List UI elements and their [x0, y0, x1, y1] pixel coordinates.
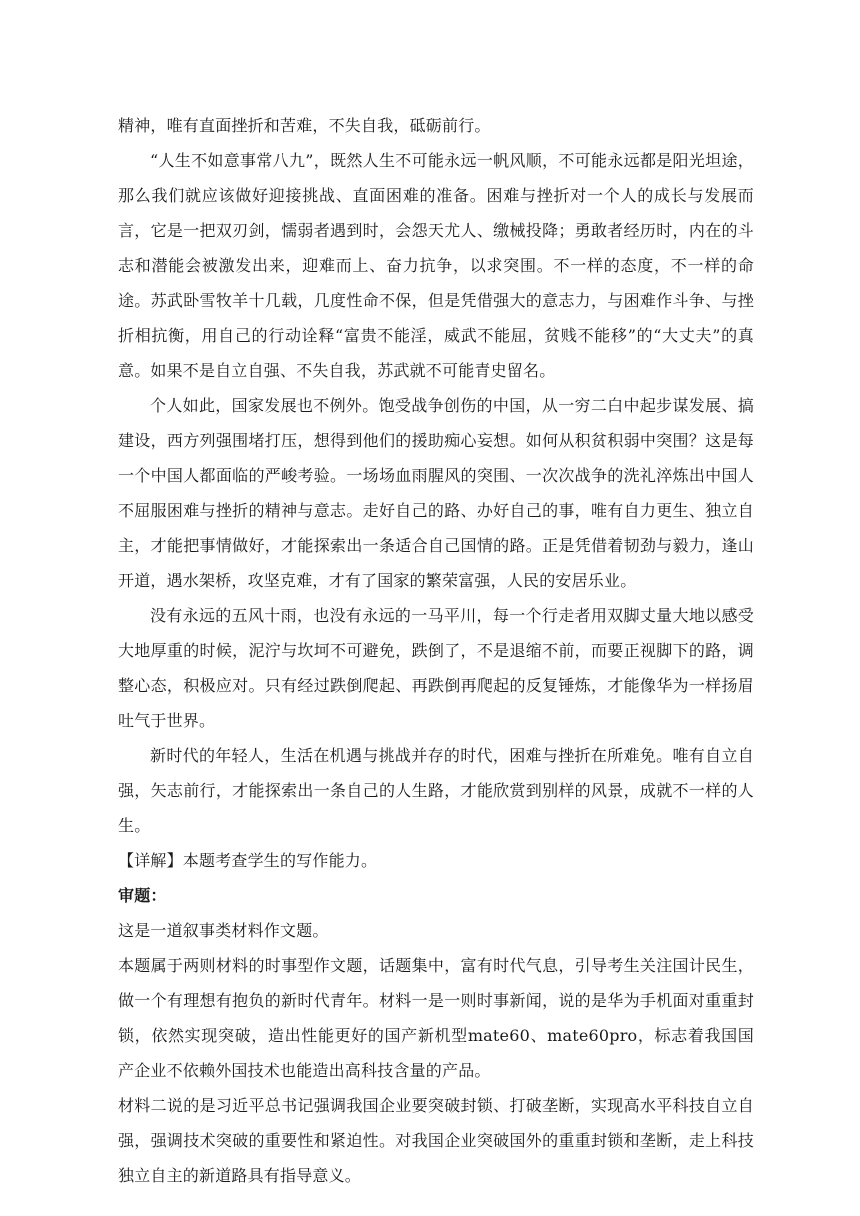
- section-heading-review: 审题：: [118, 886, 167, 905]
- paragraph-youth: 新时代的年轻人，生活在机遇与挑战并存的时代，困难与挫折在所难免。唯有自立自强，矢志前行，才能探索出一条自己的人生路，才能欣赏到别样的风景，成就不一样的人生。: [118, 746, 754, 835]
- paragraph-nation: 个人如此，国家发展也不例外。饱受战争创伤的中国，从一穷二白中起步谋发展、搞建设，西方列强围堵打压，想得到他们的援助痴心妄想。如何从积贫积弱中突围？这是每一个中国人都面临的严峻考验。一场场血雨腥风的突围、一次次战争的洗礼淬炼出中国人不屈服困难与挫折的精神与意志。走好自己的路、办好自己的事，唯有自力更生、独立自主，才能把事情做好，才能探索出一条适合自己国情的路。正是凭借着韧劲与毅力，逢山开道，遇水架桥，攻坚克难，才有了国家的繁荣富强，人民的安居乐业。: [118, 396, 754, 590]
- paragraph-path: 没有永远的五风十雨，也没有永远的一马平川，每一个行走者用双脚丈量大地以感受大地厚重的时候，泥泞与坎坷不可避免，跌倒了，不是退缩不前，而要正视脚下的路，调整心态，积极应对。只有经过跌倒爬起、再跌倒再爬起的反复锤炼，才能像华为一样扬眉吐气于世界。: [118, 606, 754, 730]
- paragraph-explanation: 【详解】本题考查学生的写作能力。: [118, 851, 378, 870]
- paragraph-continuation: 精神，唯有直面挫折和苦难，不失自我，砥砺前行。: [118, 116, 491, 135]
- document-body: [118, 108, 754, 1193]
- paragraph-type: 这是一道叙事类材料作文题。: [118, 921, 329, 940]
- paragraph-adversity: “人生不如意事常八九”，既然人生不可能永远一帆风顺，不可能永远都是阳光坦途，那么我们就应该做好迎接挑战、直面困难的准备。困难与挫折对一个人的成长与发展而言，它是一把双刃剑，懦弱者遇到时，会怨天尤人、缴械投降；勇敢者经历时，内在的斗志和潜能会被激发出来，迎难而上、奋力抗争，以求突围。不一样的态度，不一样的命途。苏武卧雪牧羊十几载，几度性命不保，但是凭借强大的意志力，与困难作斗争、与挫折相抗衡，用自己的行动诠释“富贵不能淫，威武不能屈，贫贱不能移”的“大丈夫”的真意。如果不是自立自强、不失自我，苏武就不可能青史留名。: [118, 151, 754, 380]
- paragraph-material-two: 材料二说的是习近平总书记强调我国企业要突破封锁、打破垄断，实现高水平科技自立自强，强调技术突破的重要性和紧迫性。对我国企业突破国外的重重封锁和垄断，走上科技独立自主的新道路具有指导意义。: [118, 1096, 754, 1185]
- paragraph-material-one: 本题属于两则材料的时事型作文题，话题集中，富有时代气息，引导考生关注国计民生，做一个有理想有抱负的新时代青年。材料一是一则时事新闻，说的是华为手机面对重重封锁，依然实现突破，造出性能更好的国产新机型mate60、mate60pro，标志着我国国产企业不依赖外国技术也能造出高科技含量的产品。: [118, 956, 754, 1080]
